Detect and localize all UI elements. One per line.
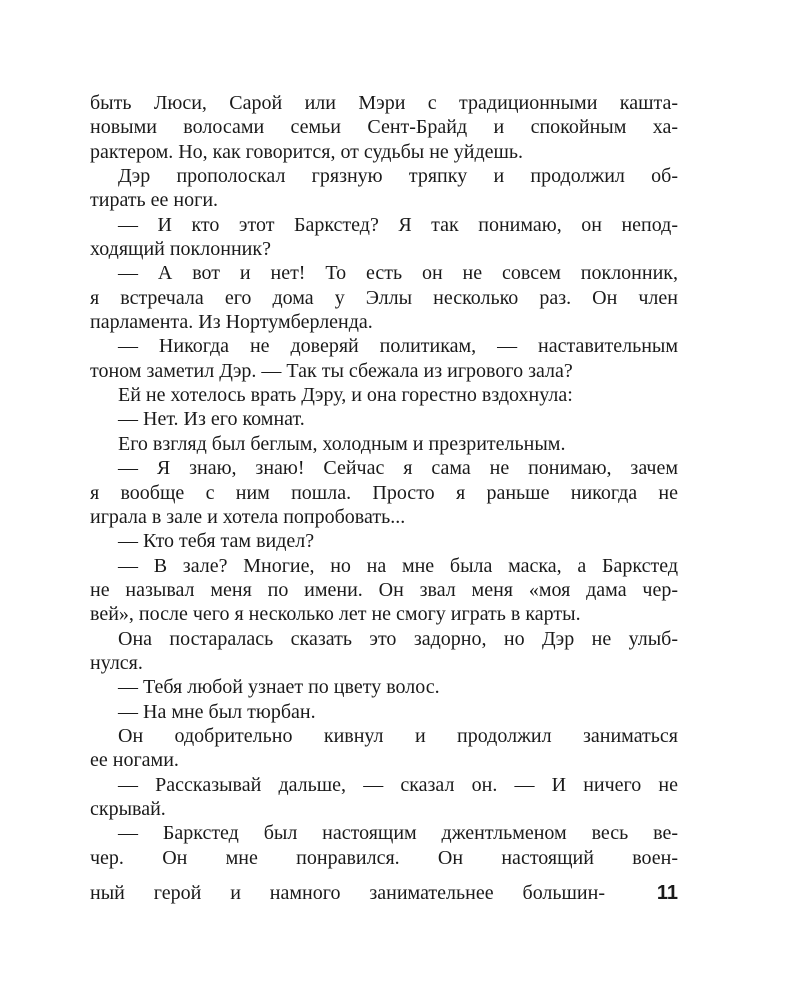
final-line-row: [90, 880, 678, 906]
text-line: играла в зале и хотела попробовать...: [90, 505, 406, 528]
text-line: рактером. Но, как говорится, от судьбы не уйдешь.: [90, 140, 524, 163]
text-line: Дэр прополоскал грязную тряпку и продолжил об-: [118, 165, 678, 188]
text-line: — И кто этот Баркстед? Я так понимаю, он непод-: [118, 213, 678, 236]
text-line: быть Люси, Сарой или Мэри с традиционными кашта-: [90, 92, 678, 114]
text-line: Он одобрительно кивнул и продолжил заниматься: [118, 724, 678, 747]
text-line: я встречала его дома у Эллы несколько раз. Он член: [90, 286, 678, 309]
text-line: не называл меня по имени. Он звал меня «моя дама чер-: [90, 578, 678, 601]
text-line: я вообще с ним пошла. Просто я раньше никогда не: [90, 481, 678, 504]
text-line: нулся.: [90, 651, 143, 674]
text-line: — Тебя любой узнает по цвету волос.: [118, 676, 440, 699]
page-number: 11: [656, 882, 678, 904]
text-line: — Рассказывай дальше, — сказал он. — И ничего не: [118, 773, 678, 796]
text-line: вей», после чего я несколько лет не смогу играть в карты.: [90, 603, 581, 626]
text-line: — В зале? Многие, но на мне была маска, а Баркстед: [118, 554, 678, 577]
text-line: — Кто тебя там видел?: [118, 530, 315, 553]
text-line: — Баркстед был настоящим джентльменом весь ве-: [118, 822, 678, 845]
text-line: новыми волосами семьи Сент-Брайд и спокойным ха-: [90, 116, 678, 139]
text-line: — На мне был тюрбан.: [118, 700, 316, 723]
text-line: ный герой и намного занимательнее большин-: [90, 882, 605, 904]
text-line: тоном заметил Дэр. — Так ты сбежала из игрового зала?: [90, 359, 573, 382]
text-line: скрывай.: [90, 797, 166, 820]
text-line: — Нет. Из его комнат.: [118, 408, 305, 431]
text-line: Ей не хотелось врать Дэру, и она горестно вздохнула:: [118, 384, 573, 407]
text-line: ее ногами.: [90, 749, 179, 772]
text-line: — Я знаю, знаю! Сейчас я сама не понимаю, зачем: [118, 457, 678, 480]
body-text: [90, 91, 678, 870]
text-line: Его взгляд был беглым, холодным и презрительным.: [118, 432, 566, 455]
text-line: — Никогда не доверяй политикам, — наставительным: [118, 335, 678, 358]
text-line: — А вот и нет! То есть он не совсем поклонник,: [118, 262, 678, 285]
text-line: Она постаралась сказать это задорно, но Дэр не улыб-: [118, 627, 678, 650]
text-line: парламента. Из Нортумберленда.: [90, 311, 373, 334]
text-line: чер. Он мне понравился. Он настоящий воен-: [90, 846, 678, 869]
text-line: ходящий поклонник?: [90, 238, 271, 261]
text-line: тирать ее ноги.: [90, 189, 219, 212]
